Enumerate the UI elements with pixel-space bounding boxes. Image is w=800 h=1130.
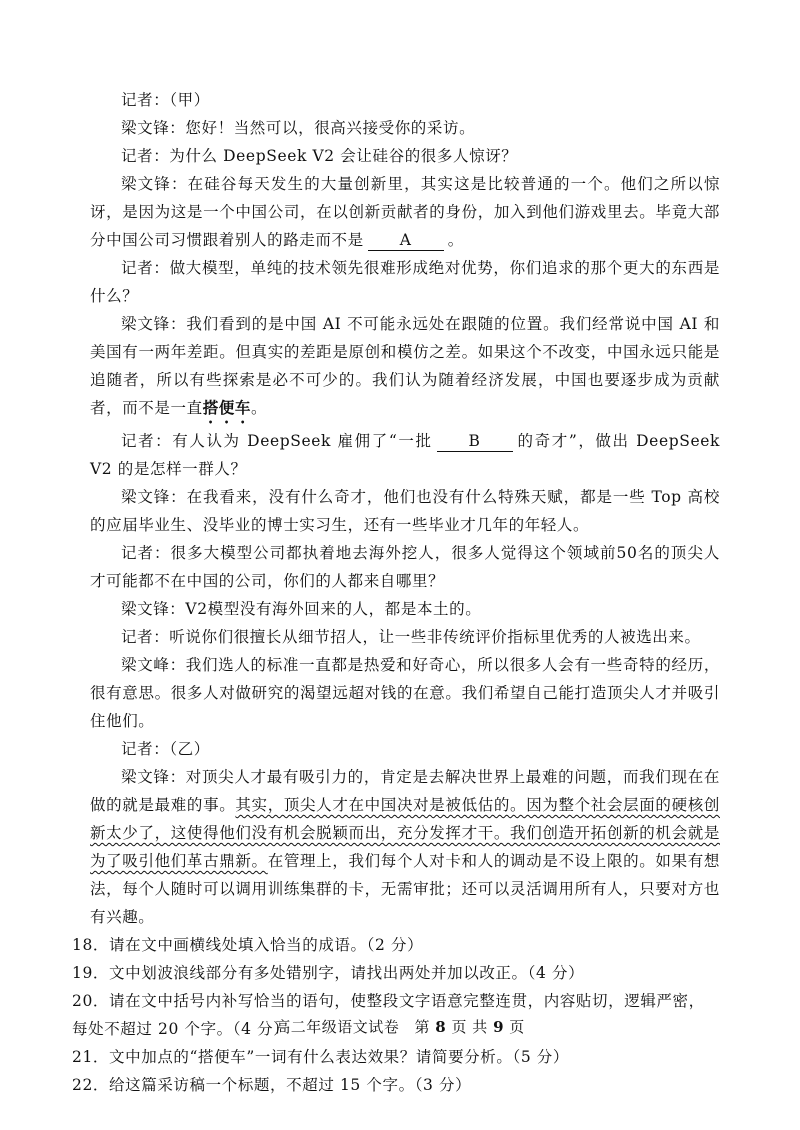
blank-bracket-jia: （甲） bbox=[169, 91, 210, 109]
footer-label-a: 第 bbox=[414, 1018, 430, 1036]
dotted-term: 搭便车 bbox=[202, 398, 252, 417]
footer-subject: 高二年级语文试卷 bbox=[275, 1018, 400, 1036]
paragraph-10: 梁文锋：V2模型没有海外回来的人，都是本土的。 bbox=[121, 600, 482, 618]
question-20: 20．请在文中括号内补写恰当的语句，使整段文字语意完整连贯，内容贴切，逻辑严密，每处不超过 20 个字。（4 分） bbox=[72, 992, 705, 1038]
paragraph-4-end: 。 bbox=[447, 231, 464, 249]
question-22: 22．给这篇采访稿一个标题，不超过 15 个字。（3 分） bbox=[72, 1076, 472, 1094]
paragraph-6-end: 。 bbox=[251, 399, 268, 417]
question-21: 21．文中加点的“搭便车”一词有什么表达效果？请简要分析。（5 分） bbox=[72, 1048, 570, 1066]
question-18: 18．请在文中画横线处填入恰当的成语。（2 分） bbox=[72, 936, 424, 954]
speaker-label: 记者： bbox=[121, 91, 170, 109]
paragraph-4 bbox=[90, 170, 720, 254]
paragraph-7-text: 记者：有人认为 DeepSeek 雇佣了“一批 bbox=[121, 432, 433, 450]
blank-a: A bbox=[368, 230, 444, 251]
speaker-label: 记者： bbox=[121, 740, 170, 758]
wavy-underlined-text: 其实，顶尖人才在中国决对是被低估的。因为整个社会层面的硬核创新太少了，这使得他们没有机会脱颖而出，充分发挥才干。我们创造开拓创新的机会就是为了吸引他们革古鼎新。 bbox=[90, 796, 720, 870]
page-total: 9 bbox=[493, 1018, 504, 1036]
paragraph-6-text: 梁文锋：我们看到的是中国 AI 不可能永远处在跟随的位置。我们经常说中国 AI 和美国有一两年差距。但真实的差距是原创和模仿之差。如果这个不改变，中国永远只能是追随者，所以有些探索是必不可少的。我们认为随着经济发展，中国也要逐步成为贡献者，而不是一直 bbox=[90, 315, 720, 417]
blank-bracket-yi: （乙） bbox=[169, 740, 210, 758]
paragraph-2: 梁文锋：您好！当然可以，很高兴接受你的采访。 bbox=[121, 119, 476, 137]
paragraph-9: 记者：很多大模型公司都执着地去海外挖人，很多人觉得这个领域前50名的顶尖人才可能都不在中国的公司，你们的人都来自哪里？ bbox=[90, 544, 720, 590]
paragraph-reporter-yi bbox=[90, 735, 720, 763]
page-number: 8 bbox=[435, 1018, 447, 1036]
paragraph-8: 梁文锋：在我看来，没有什么奇才，他们也没有什么特殊天赋，都是一些 Top 高校的应届毕业生、没毕业的博士实习生，还有一些毕业才几年的年轻人。 bbox=[90, 488, 720, 534]
paragraph-11: 记者：听说你们很擅长从细节招人，让一些非传统评价指标里优秀的人被选出来。 bbox=[121, 628, 701, 646]
questions-list bbox=[72, 931, 720, 1099]
paragraph-5: 记者：做大模型，单纯的技术领先很难形成绝对优势，你们追求的那个更大的东西是什么？ bbox=[90, 259, 720, 305]
paragraph-7 bbox=[90, 427, 720, 483]
paragraph-4-text: 梁文锋：在硅谷每天发生的大量创新里，其实这是比较普通的一个。他们之所以惊讶，是因为这是一个中国公司，在以创新贡献者的身份，加入到他们游戏里去。毕竟大部分中国公司习惯跟着别人的路走而不是 bbox=[90, 175, 720, 249]
paragraph-14-end: 在管理上，我们每个人对卡和人的调动是不设上限的。如果有想法，每个人随时可以调用训练集群的卡，无需审批；还可以灵活调用所有人，只要对方也有兴趣。 bbox=[90, 852, 720, 926]
footer-label-c: 页 bbox=[509, 1018, 525, 1036]
paragraph-6 bbox=[90, 310, 720, 427]
paragraph-reporter-jia bbox=[90, 86, 720, 114]
paragraph-12: 梁文峰：我们选人的标准一直都是热爱和好奇心，所以很多人会有一些奇特的经历，很有意思。很多人对做研究的渴望远超对钱的在意。我们希望自己能打造顶尖人才并吸引住他们。 bbox=[90, 656, 720, 730]
paragraph-14-text: 梁文锋：对顶尖人才最有吸引力的，肯定是去解决世界上最难的问题，而我们现在在做的就是最难的事。 bbox=[90, 768, 720, 814]
paragraph-3: 记者：为什么 DeepSeek V2 会让硅谷的很多人惊讶？ bbox=[121, 147, 518, 165]
paragraph-14 bbox=[90, 763, 720, 931]
interview-body bbox=[72, 86, 720, 1099]
page-footer bbox=[0, 1016, 800, 1037]
blank-b: B bbox=[437, 431, 513, 452]
footer-label-b: 页 共 bbox=[451, 1018, 488, 1036]
question-19: 19．文中划波浪线部分有多处错别字，请找出两处并加以改正。（4 分） bbox=[72, 964, 585, 982]
paragraph-7-end: 的奇才”，做出 DeepSeek V2 的是怎样一群人？ bbox=[90, 432, 720, 478]
